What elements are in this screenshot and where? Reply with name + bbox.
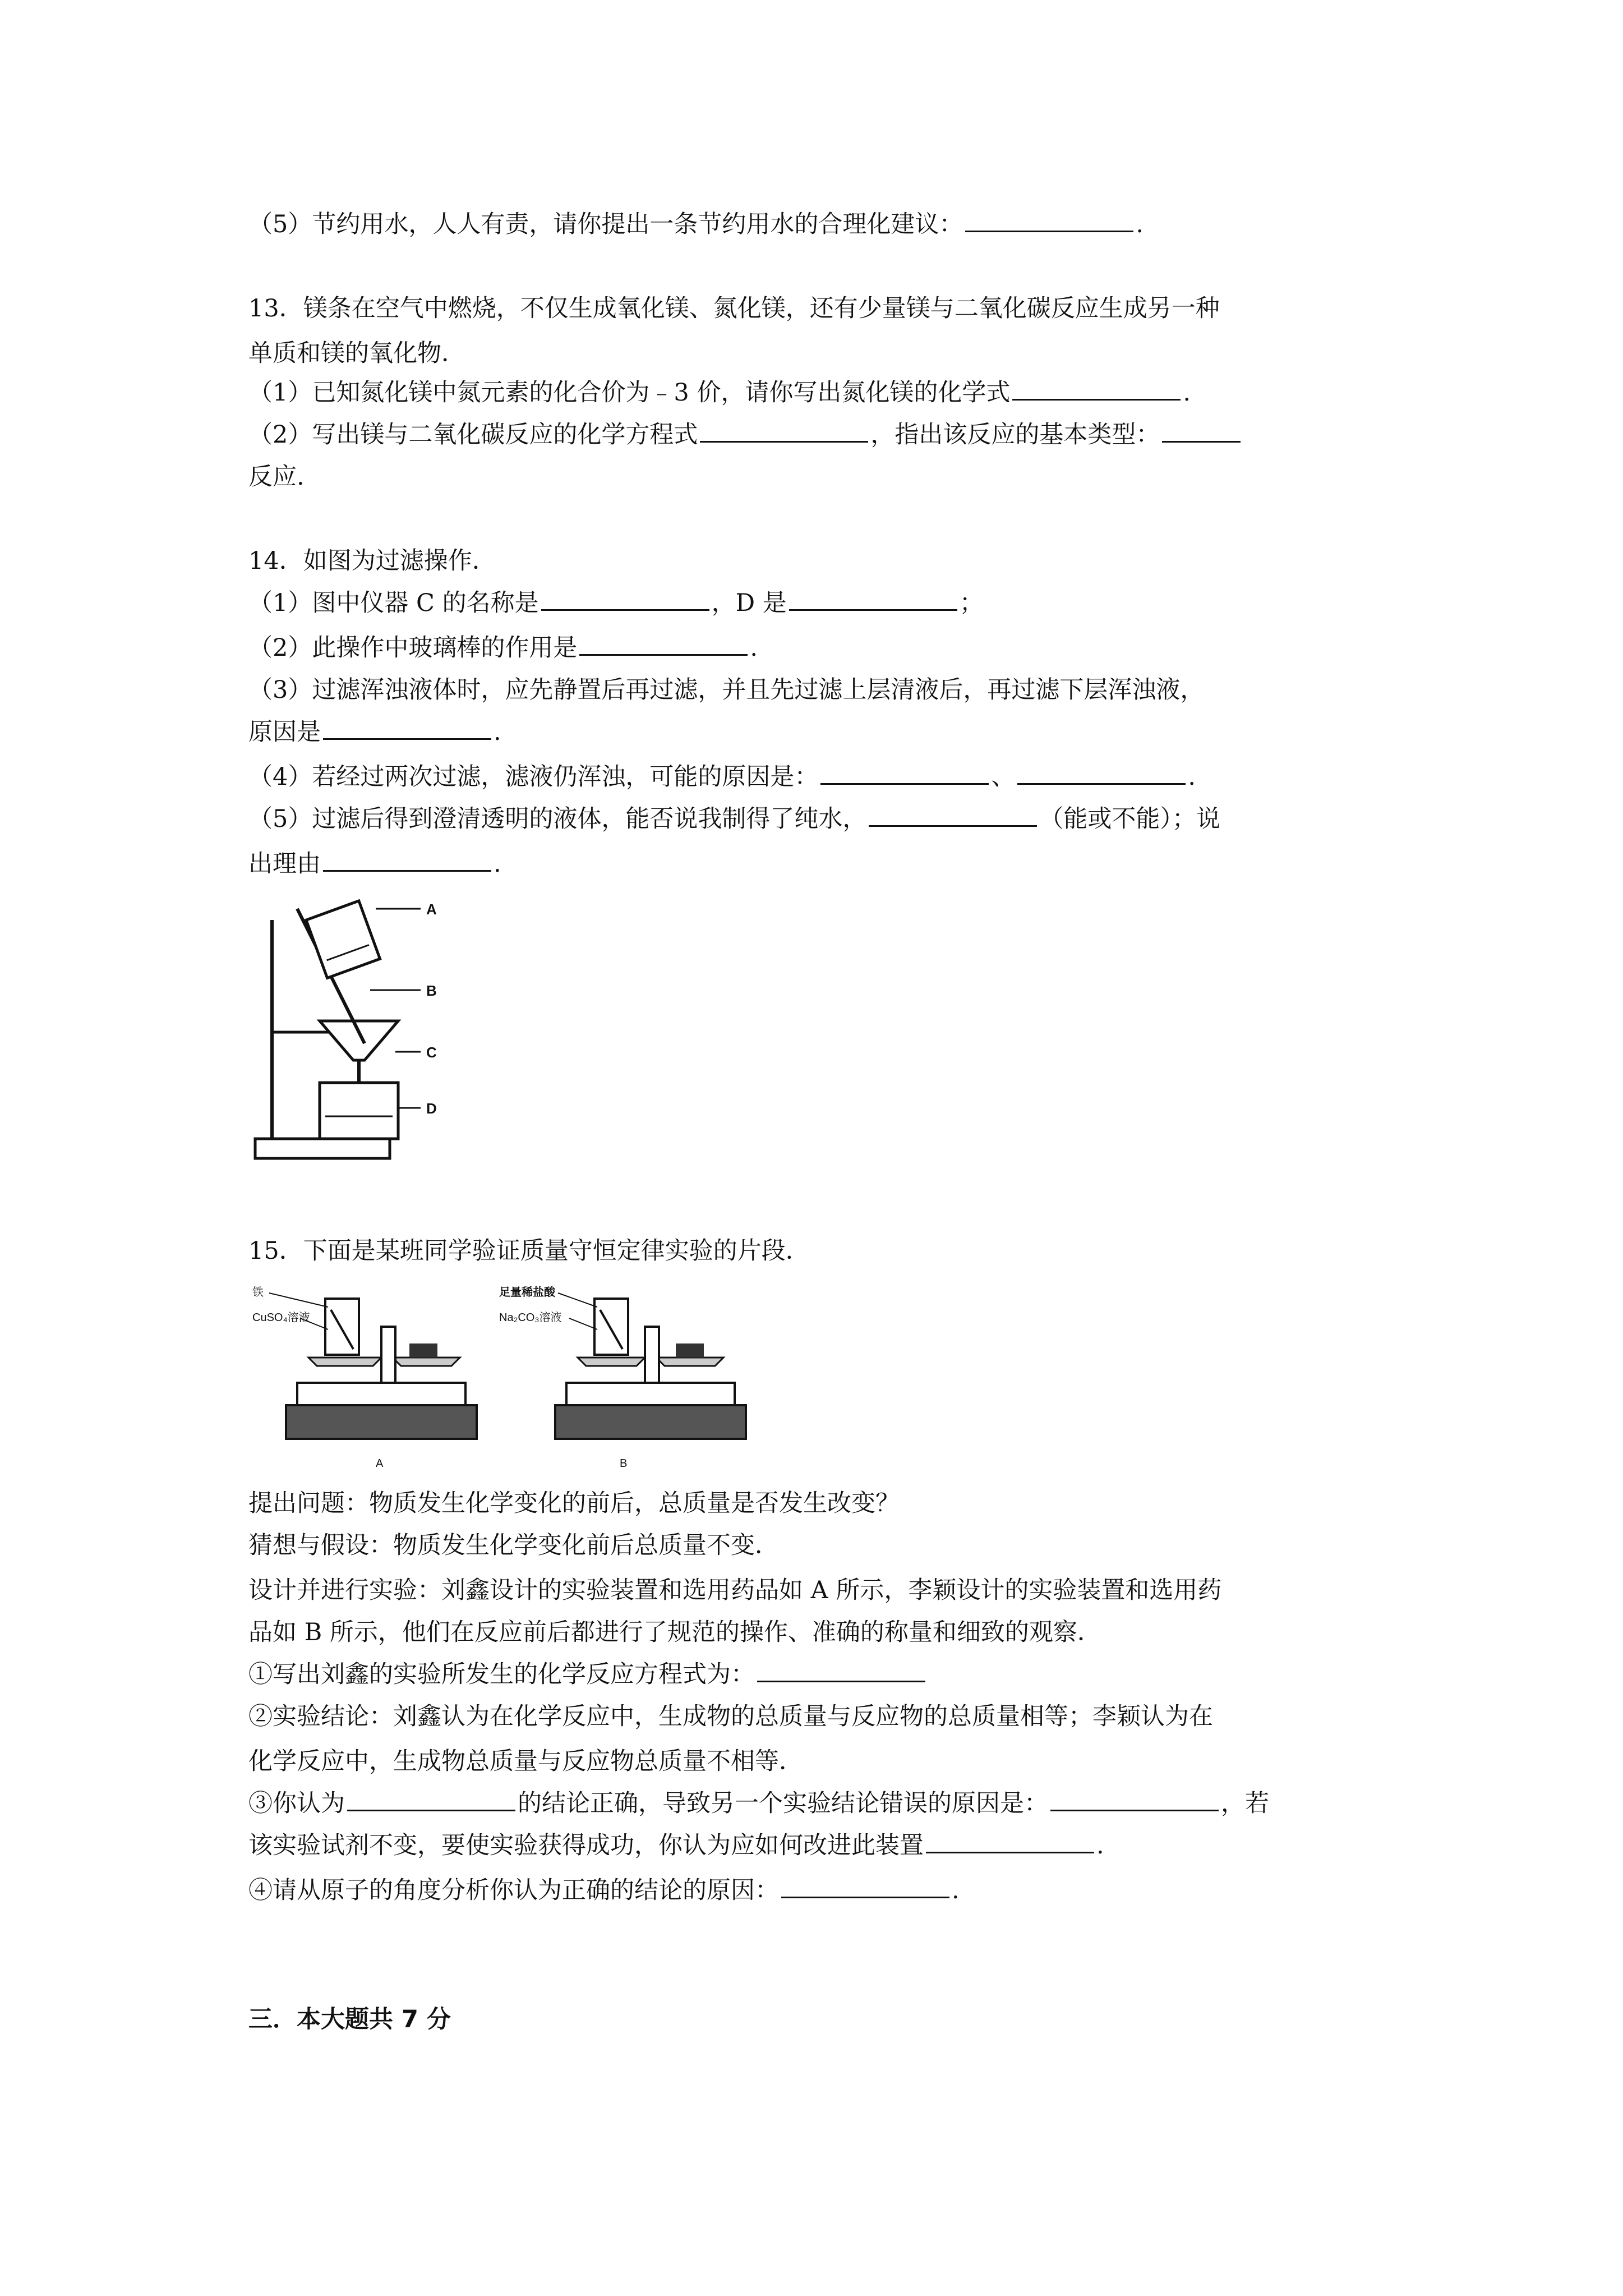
- fig-label-d: D: [426, 1100, 437, 1117]
- answer-blank[interactable]: [541, 587, 709, 611]
- q12-item5: （5）节约用水，人人有责，请你提出一条节约用水的合理化建议： .: [248, 208, 1144, 241]
- q15-step3-line1: ③你认为 的结论正确，导致另一个实验结论错误的原因是： ，若: [248, 1787, 1269, 1820]
- fig-label-b: B: [426, 982, 437, 999]
- q14-item4: （4）若经过两次过滤，滤液仍浑浊，可能的原因是： 、 .: [248, 760, 1196, 794]
- answer-blank[interactable]: [1017, 761, 1186, 785]
- answer-blank[interactable]: [781, 1874, 949, 1898]
- fig-a-reagent2: CuSO₄溶液: [252, 1312, 310, 1324]
- q15-hypothesis: 猜想与假设：物质发生化学变化前后总质量不变．: [248, 1531, 779, 1559]
- q13-item2: （2）写出镁与二氧化碳反应的化学方程式 ，指出该反应的基本类型：: [248, 418, 1243, 452]
- q15-question: 提出问题：物质发生化学变化的前后，总质量是否发生改变？: [248, 1489, 900, 1517]
- q13-stem-line1: 13．镁条在空气中燃烧，不仅生成氧化镁、氮化镁，还有少量镁与二氧化碳反应生成另一种: [248, 295, 1220, 323]
- answer-blank[interactable]: [965, 208, 1133, 232]
- q15-step2-line1: ②实验结论：刘鑫认为在化学反应中，生成物的总质量与反应物的总质量相等；李颖认为在: [248, 1703, 1213, 1731]
- q15-design-line1: 设计并进行实验：刘鑫设计的实验装置和选用药品如 A 所示，李颖设计的实验装置和选用药: [248, 1576, 1222, 1604]
- answer-blank[interactable]: [323, 716, 491, 740]
- answer-blank[interactable]: [579, 632, 748, 656]
- fig-b-label: B: [620, 1457, 628, 1470]
- answer-blank[interactable]: [926, 1829, 1094, 1853]
- balance-figure-a: [247, 1282, 494, 1473]
- answer-blank[interactable]: [1012, 376, 1181, 401]
- q14-item3-line1: （3）过滤浑浊液体时，应先静置后再过滤，并且先过滤上层清液后，再过滤下层浑浊液，: [248, 676, 1205, 704]
- answer-blank[interactable]: [789, 587, 957, 611]
- fig-a-reagent1: 铁: [252, 1286, 264, 1299]
- q14-item3-line2: 原因是 .: [248, 715, 501, 749]
- answer-blank[interactable]: [869, 803, 1037, 827]
- fig-b-reagent2: Na₂CO₃溶液: [499, 1312, 562, 1324]
- fig-label-a: A: [426, 901, 437, 918]
- q15-step4: ④请从原子的角度分析你认为正确的结论的原因： .: [248, 1874, 960, 1907]
- answer-blank[interactable]: [1050, 1787, 1219, 1811]
- fig-b-reagent1: 足量稀盐酸: [499, 1286, 555, 1299]
- q15-step3-line2: 该实验试剂不变，要使实验获得成功，你认为应如何改进此装置 .: [248, 1829, 1104, 1862]
- answer-blank[interactable]: [820, 761, 989, 785]
- q15-step1: ①写出刘鑫的实验所发生的化学反应方程式为：: [248, 1658, 928, 1691]
- fig-label-c: C: [426, 1044, 437, 1061]
- answer-blank[interactable]: [1162, 418, 1241, 443]
- q14-stem: 14．如图为过滤操作．: [248, 547, 496, 575]
- q15-stem: 15．下面是某班同学验证质量守恒定律实验的片段．: [248, 1237, 810, 1265]
- q13-item2-line2: 反应.: [248, 463, 305, 491]
- filtration-figure: [247, 892, 482, 1172]
- q15-design-line2: 品如 B 所示，他们在反应前后都进行了规范的操作、准确的称量和细致的观察．: [248, 1618, 1101, 1646]
- q14-item1: （1）图中仪器 C 的名称是 ，D 是 ；: [248, 586, 984, 620]
- section3-heading: 三．本大题共 7 分: [248, 2005, 451, 2033]
- q15-step2-line2: 化学反应中，生成物总质量与反应物总质量不相等．: [248, 1747, 803, 1775]
- q13-stem-line2: 单质和镁的氧化物．: [248, 339, 465, 367]
- q14-item5-line1: （5）过滤后得到澄清透明的液体，能否说我制得了纯水， （能或不能）；说: [248, 802, 1220, 836]
- q14-item5-line2: 出理由 .: [248, 847, 501, 881]
- answer-blank[interactable]: [347, 1787, 515, 1811]
- answer-blank[interactable]: [700, 418, 868, 443]
- q13-item1: （1）已知氮化镁中氮元素的化合价为﹣3 价，请你写出氮化镁的化学式 .: [248, 376, 1191, 409]
- fig-a-label: A: [376, 1457, 384, 1470]
- q14-item2: （2）此操作中玻璃棒的作用是 .: [248, 631, 758, 665]
- balance-figure-b: [494, 1282, 751, 1473]
- answer-blank[interactable]: [323, 848, 491, 872]
- answer-blank[interactable]: [757, 1658, 925, 1682]
